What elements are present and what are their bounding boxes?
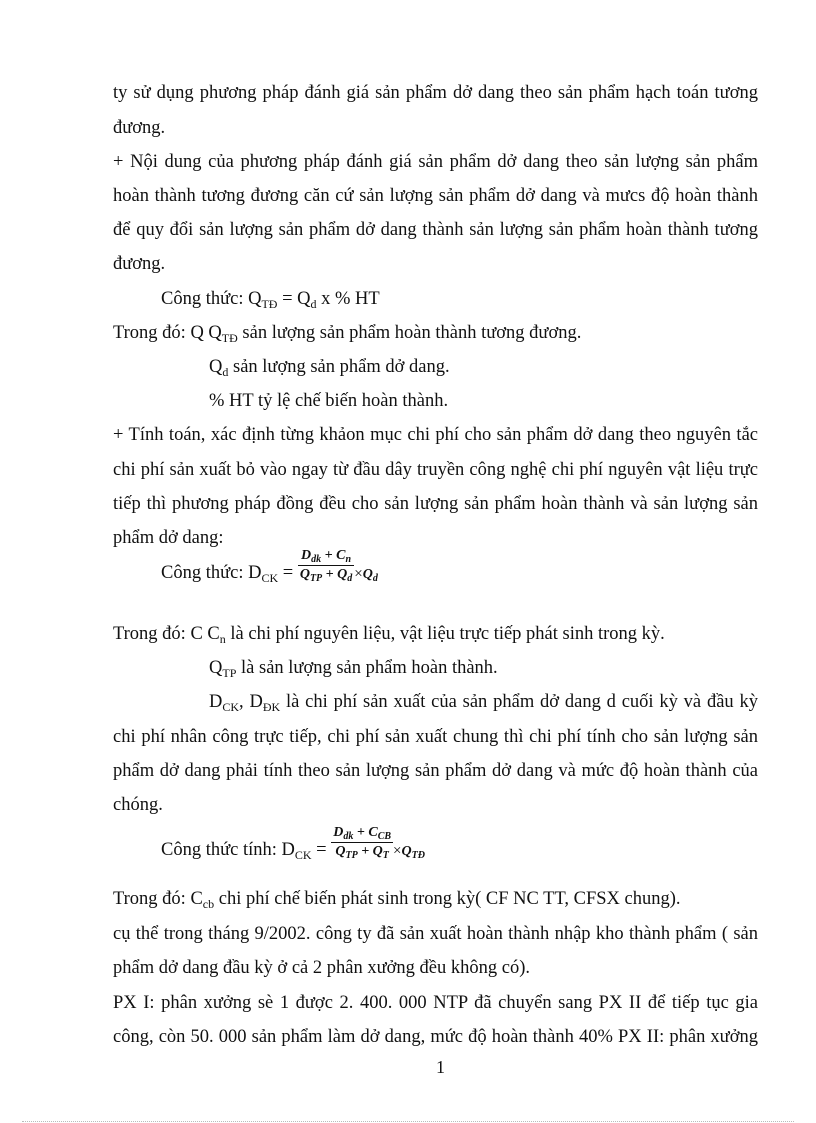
fraction: $\frac{D_{dk} + C_{CB}}{Q_{TP} + Q_T}$ (333, 825, 392, 862)
paragraph-line: chi phí nhân công trực tiếp, chi phí sản xuất chung thì chi phí tính cho sản lượng sản (113, 727, 758, 747)
paragraph-line: đương. (113, 254, 166, 274)
paragraph-line: công, còn 50. 000 sản phẩm làm dở dang, mức độ hoàn thành 40% PX II: phân xưởng (113, 1027, 758, 1047)
paragraph-line: chóng. (113, 795, 163, 815)
paragraph-line: phẩm dở dang đầu kỳ ở cả 2 phân xưởng đều không có). (113, 958, 530, 978)
definition-line: $D_{CK}$, $D_{ĐK}$ là chi phí sản xuất của sản phẩm dở dang d cuối kỳ và đầu kỳ (209, 692, 758, 714)
formula-1: Công thức: $Q_{TĐ} = Q_d$ x % HT (161, 289, 380, 311)
fraction: $\frac{D_{dk} + C_n}{Q_{TP} + Q_d}$ (299, 548, 353, 585)
paragraph-line: hoàn thành tương đương căn cứ sản lượng sản phẩm dở dang và mưcs độ hoàn thành (113, 186, 758, 206)
formula-3: Công thức tính: $D_{CK}$ = $\frac{D_{dk} + C_{CB}}{Q_{TP} + Q_T}$ $\times Q_{TĐ}$ (161, 825, 425, 862)
formula-2: Công thức: $D_{CK}$ = $\frac{D_{dk} + C_n}{Q_{TP} + Q_d}$ $\times Q_d$ (161, 548, 378, 585)
definition-line: $Q_d$ sản lượng sản phẩm dở dang. (209, 357, 450, 379)
paragraph-line: tiếp thì phương pháp đồng đều cho sản lượng sản phẩm hoàn thành và sản lượng sản (113, 494, 758, 514)
paragraph-line: + Tính toán, xác định từng khảon mục chi phí cho sản phẩm dở dang theo nguyên tắc (113, 425, 758, 445)
paragraph-line: phẩm dở dang: (113, 528, 224, 548)
paragraph-line: PX I: phân xưởng sè 1 được 2. 400. 000 NTP đã chuyển sang PX II để tiếp tục gia (113, 993, 758, 1013)
footer-divider (22, 1121, 794, 1122)
paragraph-line: + Nội dung của phương pháp đánh giá sản phẩm dở dang theo sản lượng sản phẩm (113, 152, 758, 172)
paragraph-line: phẩm dở dang phải tính theo sản lượng sản phẩm dở dang và mức độ hoàn thành của (113, 761, 758, 781)
definition-line: $Q_{TP}$ là sản lượng sản phẩm hoàn thành. (209, 658, 498, 680)
paragraph-line: đương. (113, 118, 166, 138)
definition-line: Trong đó: Q $Q_{TĐ}$ sản lượng sản phẩm hoàn thành tương đương. (113, 323, 582, 345)
paragraph-line: để quy đổi sản lượng sản phẩm dở dang thành sản lượng sản phẩm hoàn thành tương (113, 220, 758, 240)
definition-line: Trong đó: $C_{cb}$ chi phí chế biến phát sinh trong kỳ( CF NC TT, CFSX chung). (113, 889, 681, 911)
paragraph-line: chi phí sản xuất bỏ vào ngay từ đầu dây truyền công nghệ chi phí nguyên vật liệu trực (113, 460, 758, 480)
paragraph-line: ty sử dụng phương pháp đánh giá sản phẩm dở dang theo sản phẩm hạch toán tương (113, 83, 758, 103)
paragraph-line: cụ thể trong tháng 9/2002. công ty đã sản xuất hoàn thành nhập kho thành phẩm ( sản (113, 924, 758, 944)
definition-line: Trong đó: C $C_n$ là chi phí nguyên liệu, vật liệu trực tiếp phát sinh trong kỳ. (113, 624, 665, 646)
page-number: 1 (436, 1057, 445, 1077)
definition-line: % HT tỷ lệ chế biến hoàn thành. (209, 391, 449, 411)
